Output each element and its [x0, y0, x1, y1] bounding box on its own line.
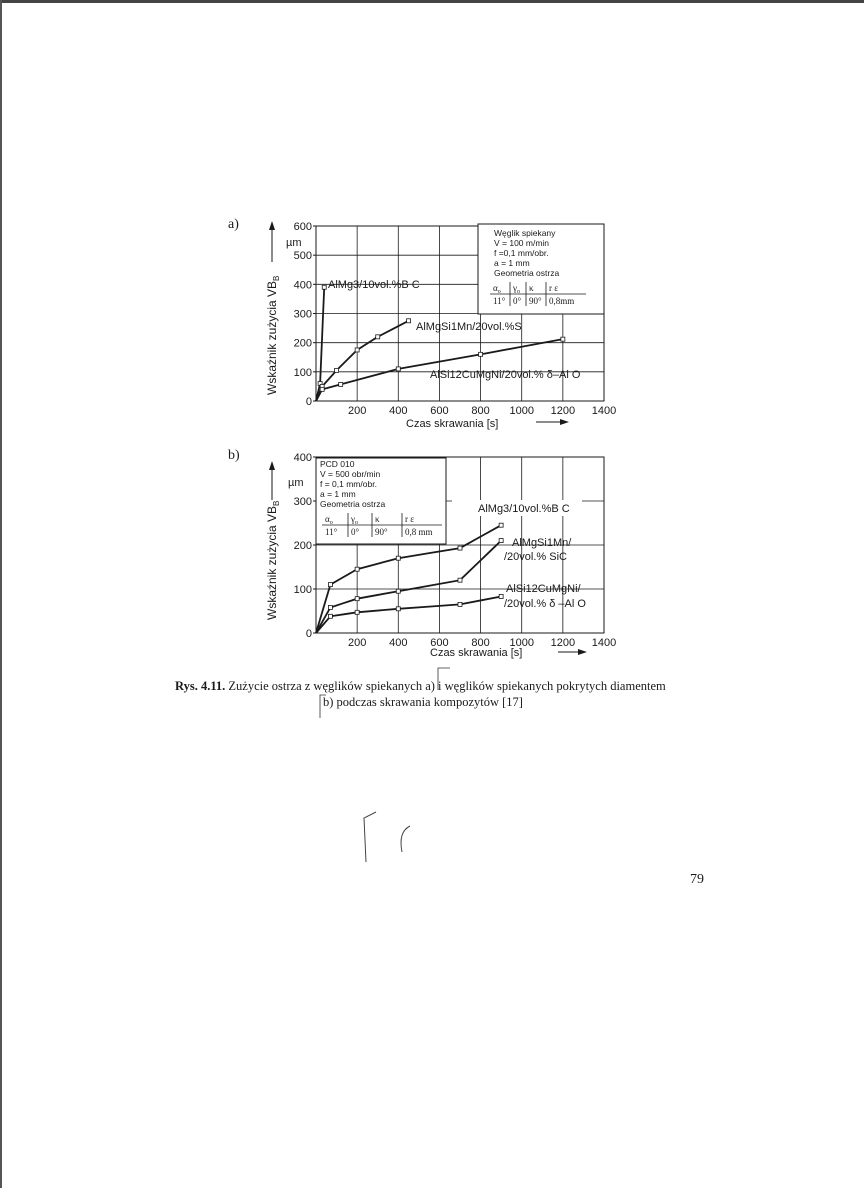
- chart-a-xlabel: Czas skrawania [s]: [406, 418, 499, 430]
- y-tick-label: 0: [305, 628, 312, 640]
- data-point: [355, 567, 359, 571]
- figure-caption: [175, 678, 775, 710]
- series-line-2: [316, 541, 501, 633]
- x-tick-label: 600: [430, 637, 449, 649]
- data-point: [396, 589, 400, 593]
- y-tick-label: 200: [293, 540, 312, 552]
- x-tick-label: 1200: [550, 405, 576, 417]
- arrow-up-icon: [269, 461, 275, 470]
- chart-a-legend-geometry: Geometria ostrza: [494, 268, 560, 278]
- x-tick-label: 1400: [591, 405, 617, 417]
- data-point: [328, 614, 332, 618]
- arrow-right-icon: [560, 419, 569, 425]
- arrow-up-icon: [269, 221, 275, 230]
- geometry-header: κ: [529, 283, 534, 293]
- data-point: [335, 368, 339, 372]
- chart-a-legend-title: Węglik spiekany: [494, 228, 556, 238]
- geometry-value: 90°: [529, 296, 542, 306]
- caption-line2: b) podczas skrawania kompozytów [17]: [323, 695, 523, 709]
- geometry-value: 0°: [351, 527, 360, 537]
- chart-b-series1-label: AlMg3/10vol.%B C: [478, 503, 570, 515]
- geometry-value: 0,8 mm: [405, 527, 433, 537]
- chart-b-series2-label-b: /20vol.% SiC: [504, 551, 567, 563]
- y-tick-label: 500: [293, 250, 312, 263]
- chart-b-series3-label-a: AlSi12CuMgNi/: [506, 583, 581, 595]
- x-tick-label: 200: [347, 637, 367, 649]
- geometry-header: $\alpha_o$: [325, 514, 333, 526]
- chart-a-series1-label: AlMg3/10vol.%B C: [328, 279, 420, 291]
- data-point: [499, 594, 503, 598]
- panel-label-b: b): [228, 448, 240, 463]
- data-point: [396, 607, 400, 611]
- x-tick-label: 600: [430, 405, 449, 417]
- chart-a-ylabel: Wskaźnik zużycia $VB_B$: [265, 275, 281, 395]
- page-number: 79: [690, 872, 704, 887]
- data-point: [339, 382, 343, 386]
- chart-a-series3-label: AlSi12CuMgNi/20vol.% δ–Al O: [430, 369, 581, 381]
- geometry-header: $\gamma_o$: [351, 514, 358, 526]
- y-tick-label: 400: [293, 452, 312, 464]
- x-tick-label: 400: [389, 405, 408, 417]
- x-tick-label: 1400: [591, 637, 617, 649]
- data-point: [479, 352, 483, 356]
- geometry-header: $\gamma_o$: [513, 283, 520, 295]
- chart-b-ylabel: Wskaźnik zużycia $VB_B$: [265, 500, 281, 620]
- y-tick-label: 100: [293, 366, 312, 379]
- handwritten-paren-mark: [401, 826, 410, 852]
- y-tick-label: 300: [293, 308, 312, 321]
- geometry-value: 11°: [493, 296, 506, 306]
- chart-b-legend-title: PCD 010: [320, 459, 355, 469]
- data-point: [328, 583, 332, 587]
- arrow-right-icon: [578, 649, 587, 655]
- chart-b: [265, 452, 616, 659]
- y-tick-label: 400: [293, 279, 312, 292]
- geometry-header: r ε: [405, 514, 415, 524]
- chart-a-series2-label: AlMgSi1Mn/20vol.%S: [416, 321, 522, 333]
- data-point: [458, 578, 462, 582]
- data-point: [355, 610, 359, 614]
- chart-b-series2-label-a: AlMgSi1Mn/: [512, 537, 572, 549]
- chart-a-legend-speed: V = 100 m/min: [494, 238, 550, 248]
- data-point: [322, 285, 326, 289]
- geometry-header: $\alpha_o$: [493, 283, 501, 295]
- chart-b-series3-label-b: /20vol.% δ –Al O: [504, 598, 586, 610]
- data-point: [355, 597, 359, 601]
- geometry-value: 0°: [513, 296, 522, 306]
- data-point: [561, 337, 565, 341]
- y-tick-label: 0: [305, 396, 312, 408]
- data-point: [499, 539, 503, 543]
- data-point: [396, 556, 400, 560]
- x-tick-label: 800: [471, 405, 490, 417]
- data-point: [376, 335, 380, 339]
- panel-label-a: a): [228, 217, 239, 232]
- y-tick-label: 200: [293, 337, 312, 350]
- x-tick-label: 200: [347, 405, 367, 417]
- chart-a-legend-depth: a = 1 mm: [494, 258, 530, 268]
- geometry-value: 11°: [325, 527, 338, 537]
- caption-line1: Zużycie ostrza z węglików spiekanych a) i węglików spiekanych pokrytych diamentem: [225, 679, 666, 693]
- x-tick-label: 1200: [550, 637, 576, 649]
- y-tick-label: 100: [293, 584, 312, 596]
- chart-b-yunit: µm: [288, 477, 304, 489]
- chart-b-xlabel: Czas skrawania [s]: [430, 647, 523, 659]
- chart-a: [265, 221, 616, 430]
- data-point: [355, 348, 359, 352]
- x-tick-label: 800: [471, 637, 490, 649]
- series-line-2: [316, 321, 409, 401]
- geometry-value: 0,8mm: [549, 296, 575, 306]
- handwritten-bracket-mark: [364, 812, 376, 862]
- geometry-header: κ: [375, 514, 380, 524]
- data-point: [320, 387, 324, 391]
- series-line-3: [316, 596, 501, 633]
- x-tick-label: 400: [389, 637, 408, 649]
- data-point: [458, 546, 462, 550]
- chart-b-legend-speed: V = 500 obr/min: [320, 469, 381, 479]
- data-point: [328, 605, 332, 609]
- geometry-header: r ε: [549, 283, 559, 293]
- y-tick-label: 300: [293, 496, 312, 508]
- data-point: [396, 367, 400, 371]
- x-tick-label: 1000: [509, 637, 534, 649]
- data-point: [407, 319, 411, 323]
- x-tick-label: 1000: [509, 405, 534, 417]
- chart-b-legend-feed: f = 0,1 mm/obr.: [320, 479, 377, 489]
- chart-a-legend-feed: f =0,1 mm/obr.: [494, 248, 549, 258]
- y-tick-label: 600: [293, 221, 312, 233]
- chart-b-legend-geometry: Geometria ostrza: [320, 499, 386, 509]
- data-point: [458, 602, 462, 606]
- data-point: [499, 523, 503, 527]
- chart-b-legend-depth: a = 1 mm: [320, 489, 356, 499]
- caption-label: Rys. 4.11.: [175, 679, 226, 693]
- chart-a-yunit: µm: [286, 237, 302, 249]
- geometry-value: 90°: [375, 527, 388, 537]
